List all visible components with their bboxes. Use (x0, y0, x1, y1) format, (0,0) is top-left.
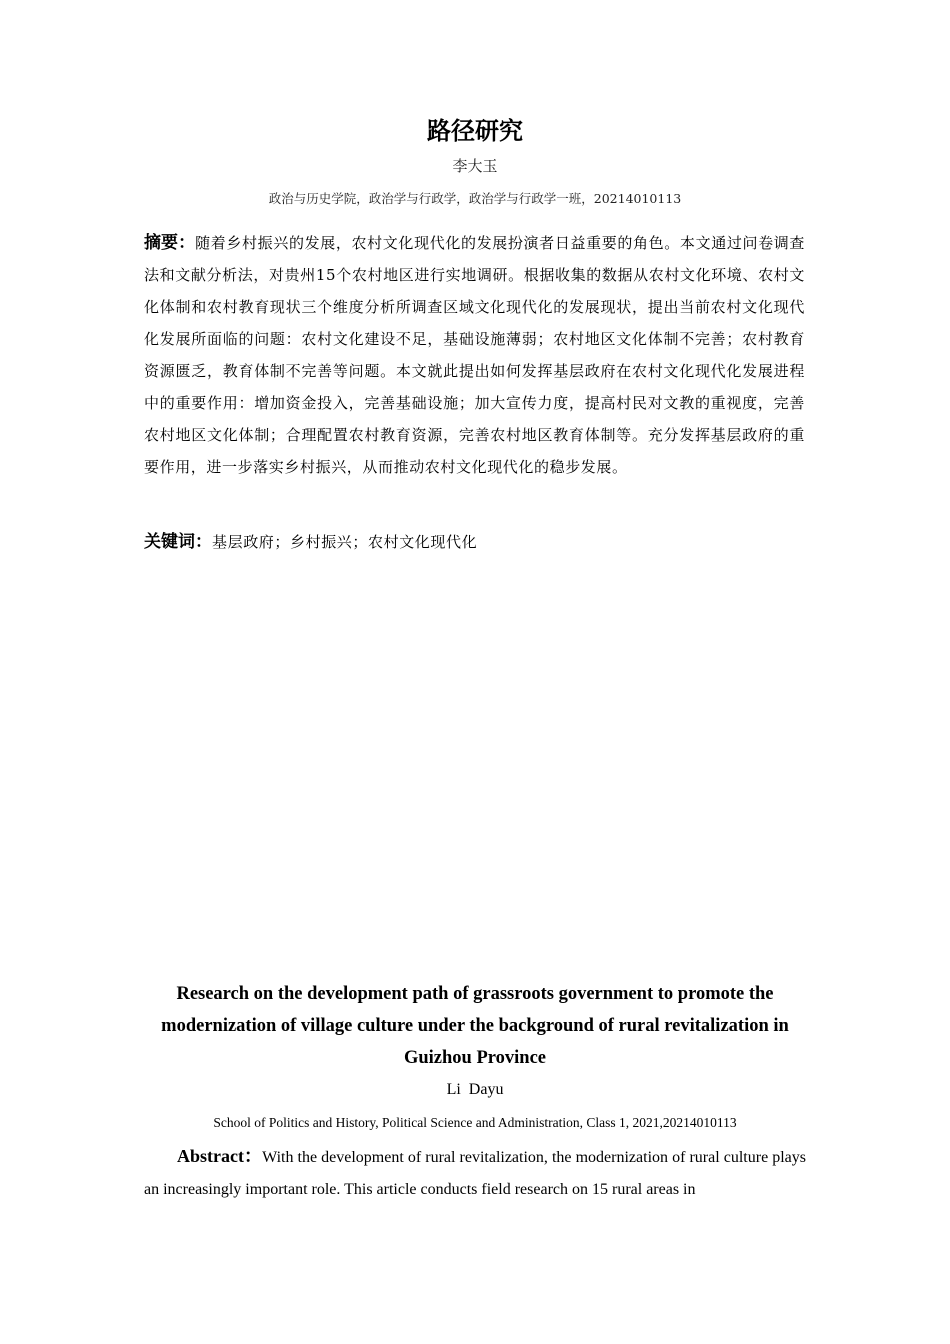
english-affiliation: School of Politics and History, Political Science and Administration, Class 1, 2021,20214010113 (213, 1115, 737, 1130)
english-title: Research on the development path of grassroots government to promote the modernization of village culture under the background of rural revitalization in Guizhou Province (161, 984, 789, 1068)
chinese-author: 李大玉 (452, 157, 498, 175)
chinese-keywords (144, 527, 805, 557)
chinese-abstract-text: 随着乡村振兴的发展，农村文化现代化的发展扮演者日益重要的角色。本文通过问卷调查法和文献分析法，对贵州15个农村地区进行实地调研。根据收集的数据从农村文化环境、农村文化体制和农村教育现状三个维度分析所调查区域文化现代化的发展现状，提出当前农村文化现代化发展所面临的问题：农村文化建设不足，基础设施薄弱；农村地区文化体制不完善；农村教育资源匮乏，教育体制不完善等问题。本文就此提出如何发挥基层政府在农村文化现代化发展进程中的重要作用：增加资金投入，完善基础设施；加大宣传力度，提高村民对文教的重视度，完善农村地区文化体制；合理配置农村教育资源，完善农村地区教育体制等。充分发挥基层政府的重要作用，进一步落实乡村振兴，从而推动农村文化现代化的稳步发展。 (144, 234, 806, 476)
english-abstract-text: With the development of rural revitalization, the modernization of rural culture plays an increasingly important role. This article conducts field research on 15 rural areas in (144, 1149, 807, 1198)
english-abstract-label: Abstract： (177, 1146, 263, 1166)
chinese-abstract-label: 摘要： (144, 233, 196, 253)
chinese-title: 路径研究 (427, 117, 523, 145)
chinese-affiliation: 政治与历史学院，政治学与行政学，政治学与行政学一班，20214010113 (268, 191, 682, 206)
chinese-keywords-text: 基层政府；乡村振兴；农村文化现代化 (212, 533, 478, 551)
english-author: Li Dayu (446, 1081, 504, 1098)
english-abstract (144, 1140, 806, 1206)
chinese-abstract (144, 227, 805, 483)
chinese-keywords-label: 关键词： (144, 532, 212, 552)
